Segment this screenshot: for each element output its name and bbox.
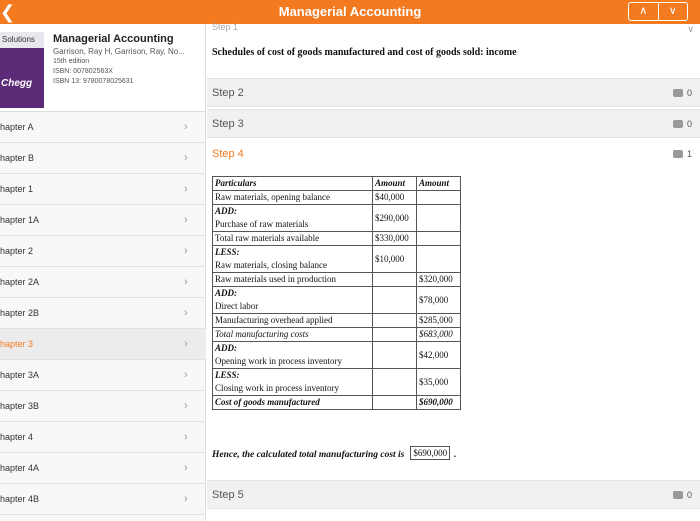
- step-3-header[interactable]: [207, 109, 700, 138]
- chapter-item[interactable]: [0, 422, 206, 453]
- table-row: [213, 396, 461, 410]
- table-cell: [417, 205, 461, 232]
- table-cell: $42,000: [417, 342, 461, 369]
- chevron-right-icon: ›: [184, 338, 188, 350]
- comment-count-value: 0: [686, 490, 692, 500]
- book-isbn10: ISBN: 007802563X: [53, 68, 113, 75]
- table-cell: $690,000: [417, 396, 461, 410]
- row-group-label: ADD:: [215, 288, 237, 298]
- chapter-label: hapter 2A: [0, 277, 40, 287]
- table-cell: $10,000: [373, 246, 417, 273]
- chevron-right-icon: ›: [184, 462, 188, 474]
- table-cell: Raw materials used in production: [213, 273, 373, 287]
- comment-count[interactable]: [673, 149, 692, 159]
- row-label: Opening work in process inventory: [215, 356, 342, 366]
- step-label: Step 5: [212, 489, 244, 501]
- table-row: [213, 342, 461, 369]
- conclusion-text: Hence, the calculated total manufacturing cost is: [212, 450, 405, 460]
- conclusion-period: .: [454, 450, 457, 460]
- table-row: [213, 273, 461, 287]
- chapter-label: hapter 4A: [0, 463, 40, 473]
- table-cell: [213, 246, 373, 273]
- chevron-down-icon[interactable]: ∨: [687, 24, 694, 34]
- chapter-label: hapter 3: [0, 339, 34, 349]
- top-bar: [0, 0, 700, 24]
- table-header: Amount: [417, 177, 461, 191]
- table-cell: $40,000: [373, 191, 417, 205]
- step-5-header[interactable]: [207, 480, 700, 509]
- chapter-item[interactable]: [0, 143, 206, 174]
- chapter-item[interactable]: [0, 360, 206, 391]
- table-cell: [373, 314, 417, 328]
- solution-panel: [207, 24, 700, 521]
- comment-bubble-icon: [673, 491, 683, 499]
- chapter-label: hapter 3A: [0, 370, 40, 380]
- row-group-label: LESS:: [215, 247, 240, 257]
- table-cell: [417, 232, 461, 246]
- chevron-right-icon: ›: [184, 121, 188, 133]
- comment-count-value: 0: [686, 119, 692, 129]
- chapter-item[interactable]: [0, 391, 206, 422]
- table-cell: [417, 246, 461, 273]
- table-header: Amount: [373, 177, 417, 191]
- table-cell: [417, 191, 461, 205]
- table-row: [213, 246, 461, 273]
- comment-bubble-icon: [673, 120, 683, 128]
- chapter-item[interactable]: [0, 112, 206, 143]
- table-cell: $78,000: [417, 287, 461, 314]
- page-title: Managerial Accounting: [278, 4, 422, 19]
- chevron-right-icon: ›: [184, 307, 188, 319]
- table-row: [213, 205, 461, 232]
- schedule-title: Schedules of cost of goods manufactured and cost of goods sold: income: [212, 47, 517, 58]
- table-cell: $683,000: [417, 328, 461, 342]
- chevron-up-icon[interactable]: ∧: [629, 3, 659, 20]
- sidebar: [0, 24, 206, 521]
- book-authors: Garrison, Ray H, Garrison, Ray, No...: [53, 47, 185, 56]
- conclusion: [212, 446, 457, 460]
- comment-bubble-icon: [673, 150, 683, 158]
- book-cover: [0, 32, 44, 108]
- table-cell: Raw materials, opening balance: [213, 191, 373, 205]
- chapter-item[interactable]: [0, 298, 206, 329]
- comment-count[interactable]: [673, 119, 692, 129]
- chevron-down-icon[interactable]: ∨: [668, 5, 677, 17]
- chapter-label: hapter 2: [0, 246, 34, 256]
- row-group-label: ADD:: [215, 206, 237, 216]
- back-chevron-icon[interactable]: ❮: [0, 2, 16, 22]
- chevron-right-icon: ›: [184, 245, 188, 257]
- chapter-item[interactable]: [0, 453, 206, 484]
- row-label: Closing work in process inventory: [215, 383, 339, 393]
- step-label: Step 2: [212, 87, 244, 99]
- table-cell: $320,000: [417, 273, 461, 287]
- table-row: [213, 287, 461, 314]
- comment-count[interactable]: [673, 490, 692, 500]
- table-cell: Total raw materials available: [213, 232, 373, 246]
- step-label: Step 3: [212, 118, 244, 130]
- table-header-row: [213, 177, 461, 191]
- chevron-right-icon: ›: [184, 431, 188, 443]
- chapter-label: hapter 1A: [0, 215, 40, 225]
- book-edition: 15th edition: [53, 58, 90, 65]
- chevron-right-icon: ›: [184, 276, 188, 288]
- table-cell: [213, 342, 373, 369]
- row-label: Purchase of raw materials: [215, 219, 309, 229]
- chapter-item[interactable]: [0, 267, 206, 298]
- table-cell: [373, 328, 417, 342]
- cogm-schedule-table: [212, 176, 461, 410]
- chevron-right-icon: ›: [184, 369, 188, 381]
- comment-count-value: 1: [686, 149, 692, 159]
- table-cell: Cost of goods manufactured: [213, 396, 373, 410]
- table-row: [213, 369, 461, 396]
- table-cell: $290,000: [373, 205, 417, 232]
- chapter-label: hapter 4B: [0, 494, 40, 504]
- chevron-right-icon: ›: [184, 214, 188, 226]
- chapter-label: hapter A: [0, 122, 34, 132]
- cover-brand-logo: Chegg: [1, 78, 33, 89]
- row-label: Raw materials, closing balance: [215, 260, 327, 270]
- book-isbn13: ISBN 13: 9780078025631: [53, 78, 134, 85]
- table-cell: $35,000: [417, 369, 461, 396]
- book-title: Managerial Accounting: [53, 33, 174, 45]
- table-cell: [213, 369, 373, 396]
- chapter-item[interactable]: [0, 236, 206, 267]
- table-row: [213, 328, 461, 342]
- step-2-header[interactable]: [207, 78, 700, 107]
- chapter-label: hapter B: [0, 153, 35, 163]
- comment-count[interactable]: [673, 88, 692, 98]
- chapter-list: [0, 112, 206, 515]
- step-navigation: [628, 2, 688, 21]
- chevron-right-icon: ›: [184, 493, 188, 505]
- comment-count-value: 0: [686, 88, 692, 98]
- answer-box: $690,000: [410, 446, 450, 460]
- chevron-right-icon: ›: [184, 152, 188, 164]
- table-row: [213, 232, 461, 246]
- table-header: Particulars: [213, 177, 373, 191]
- chapter-label: hapter 4: [0, 432, 34, 442]
- table-cell: Manufacturing overhead applied: [213, 314, 373, 328]
- table-cell: [213, 205, 373, 232]
- chapter-item[interactable]: [0, 174, 206, 205]
- row-group-label: LESS:: [215, 370, 240, 380]
- chevron-right-icon: ›: [184, 183, 188, 195]
- table-cell: [373, 342, 417, 369]
- table-row: [213, 314, 461, 328]
- table-cell: [373, 287, 417, 314]
- cover-solutions-label: Solutions: [0, 32, 44, 48]
- chapter-item[interactable]: [0, 205, 206, 236]
- book-info: [53, 33, 203, 87]
- table-cell: [213, 287, 373, 314]
- table-cell: [373, 273, 417, 287]
- chapter-item-active[interactable]: [0, 329, 206, 360]
- chapter-item[interactable]: [0, 484, 206, 515]
- table-cell: Total manufacturing costs: [213, 328, 373, 342]
- table-cell: $330,000: [373, 232, 417, 246]
- comment-bubble-icon: [673, 89, 683, 97]
- table-row: [213, 191, 461, 205]
- chapter-label: hapter 1: [0, 184, 34, 194]
- row-group-label: ADD:: [215, 343, 237, 353]
- table-cell: [373, 396, 417, 410]
- chapter-label: hapter 2B: [0, 308, 40, 318]
- book-header: [0, 24, 205, 112]
- row-label: Direct labor: [215, 301, 259, 311]
- table-cell: [373, 369, 417, 396]
- chapter-label: hapter 3B: [0, 401, 40, 411]
- table-cell: $285,000: [417, 314, 461, 328]
- chevron-right-icon: ›: [184, 400, 188, 412]
- step-1-label: Step 1: [212, 22, 239, 32]
- step-4-label[interactable]: Step 4: [212, 148, 244, 160]
